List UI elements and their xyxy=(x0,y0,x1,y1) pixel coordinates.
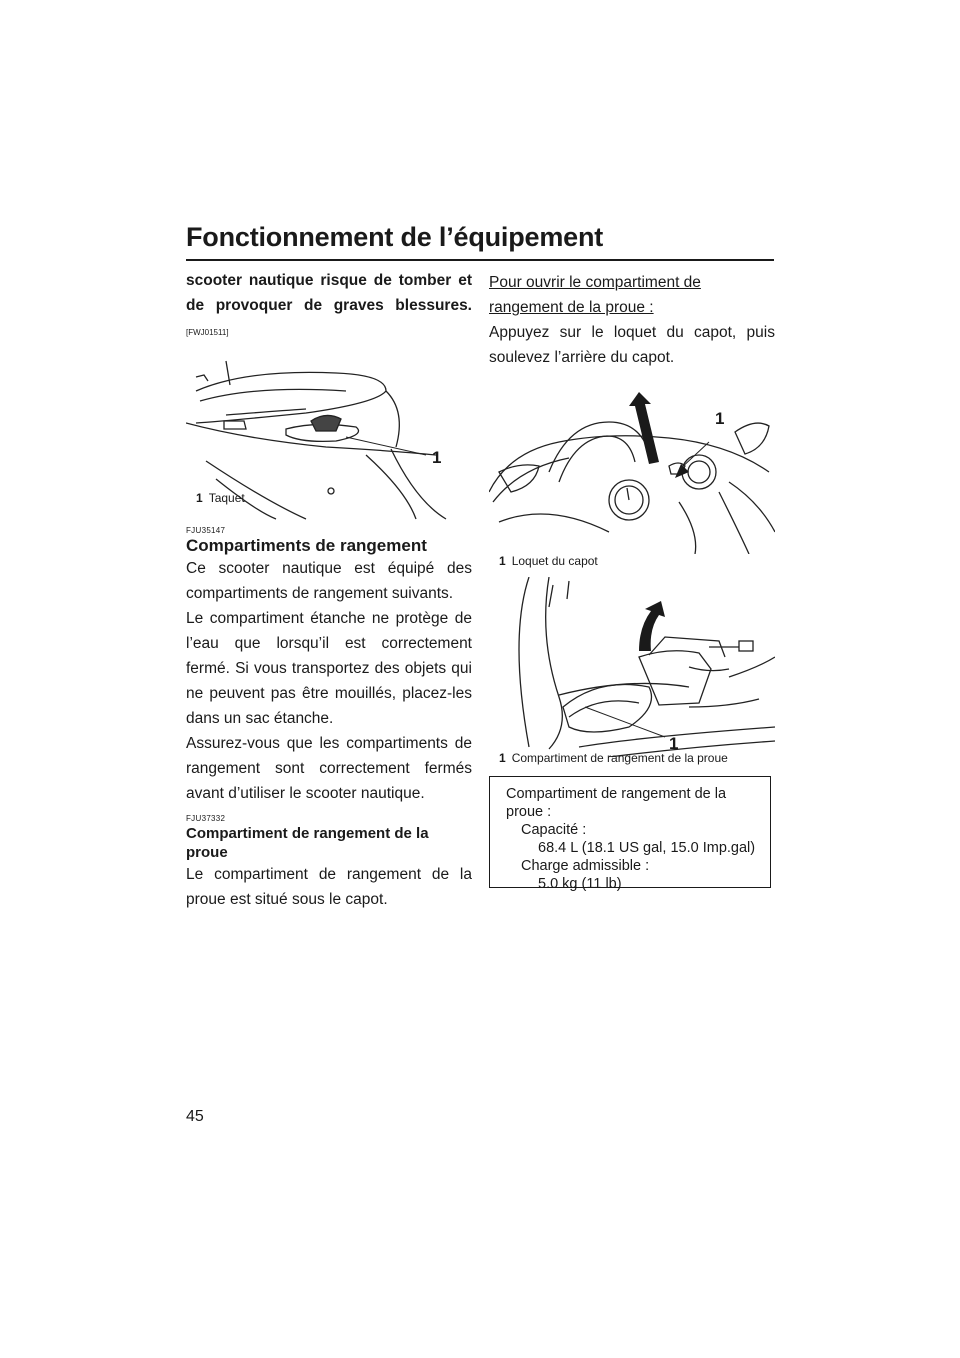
procedure-heading: Pour ouvrir le compartiment de rangement de la proue : xyxy=(489,274,701,316)
fig1-caption: 1 Taquet xyxy=(196,491,245,505)
page-number: 45 xyxy=(186,1108,204,1125)
right-column xyxy=(489,270,775,766)
spec-box xyxy=(489,776,771,892)
hood-latch-illustration xyxy=(489,382,775,554)
section-title: Compartiments de rangement xyxy=(186,536,427,555)
section-code: FJU35147 xyxy=(186,526,226,535)
fig3-caption: 1 Compartiment de rangement de la proue xyxy=(499,751,728,765)
fig1-callout: 1 xyxy=(432,448,442,467)
page-title: Fonctionnement de l’équipement xyxy=(186,222,604,252)
warning-code: [FWJ01511] xyxy=(186,328,229,337)
paragraph-4: Le compartiment de rangement de la proue est situé sous le capot. xyxy=(186,866,472,908)
figure-bow-storage xyxy=(489,577,775,766)
page-header xyxy=(186,222,774,261)
spec-load-value: 5.0 kg (11 lb) xyxy=(538,876,622,892)
bow-storage-illustration xyxy=(489,577,775,757)
paragraph-3: Assurez-vous que les compartiments de rangement sont correctement fermés avant d’utiliser le scooter nautique. xyxy=(186,735,472,802)
paragraph-1: Ce scooter nautique est équipé des compartiments de rangement suivants. xyxy=(186,560,472,602)
warning-continuation: scooter nautique risque de tomber et de provoquer de graves blessures. [FWJ01511] xyxy=(186,272,472,337)
fig2-callout: 1 xyxy=(715,409,725,428)
paragraph-2: Le compartiment étanche ne protège de l’eau que lorsqu’il est correctement fermé. Si vous transportez des objets qui ne peuvent pas être mouillés, placez-les dans un sac étanche. xyxy=(186,610,472,727)
procedure-paragraph: Appuyez sur le loquet du capot, puis soulevez l’arrière du capot. xyxy=(489,324,775,366)
spec-title-1: Compartiment de rangement de la xyxy=(506,786,727,802)
spec-capacity-value: 68.4 L (18.1 US gal, 15.0 Imp.gal) xyxy=(538,840,756,856)
subsection-title: Compartiment de rangement de la proue xyxy=(186,825,429,861)
subsection-code: FJU37332 xyxy=(186,814,226,823)
spec-title-2: proue : xyxy=(506,804,552,820)
figure-hood-latch xyxy=(489,382,775,569)
figure-taquet xyxy=(186,351,472,506)
header-rule xyxy=(186,259,774,261)
fig3-callout: 1 xyxy=(669,734,679,753)
spec-capacity-label: Capacité : xyxy=(521,822,587,838)
spec-load-label: Charge admissible : xyxy=(521,858,650,874)
left-column xyxy=(186,268,472,912)
fig2-caption: 1 Loquet du capot xyxy=(499,554,598,568)
